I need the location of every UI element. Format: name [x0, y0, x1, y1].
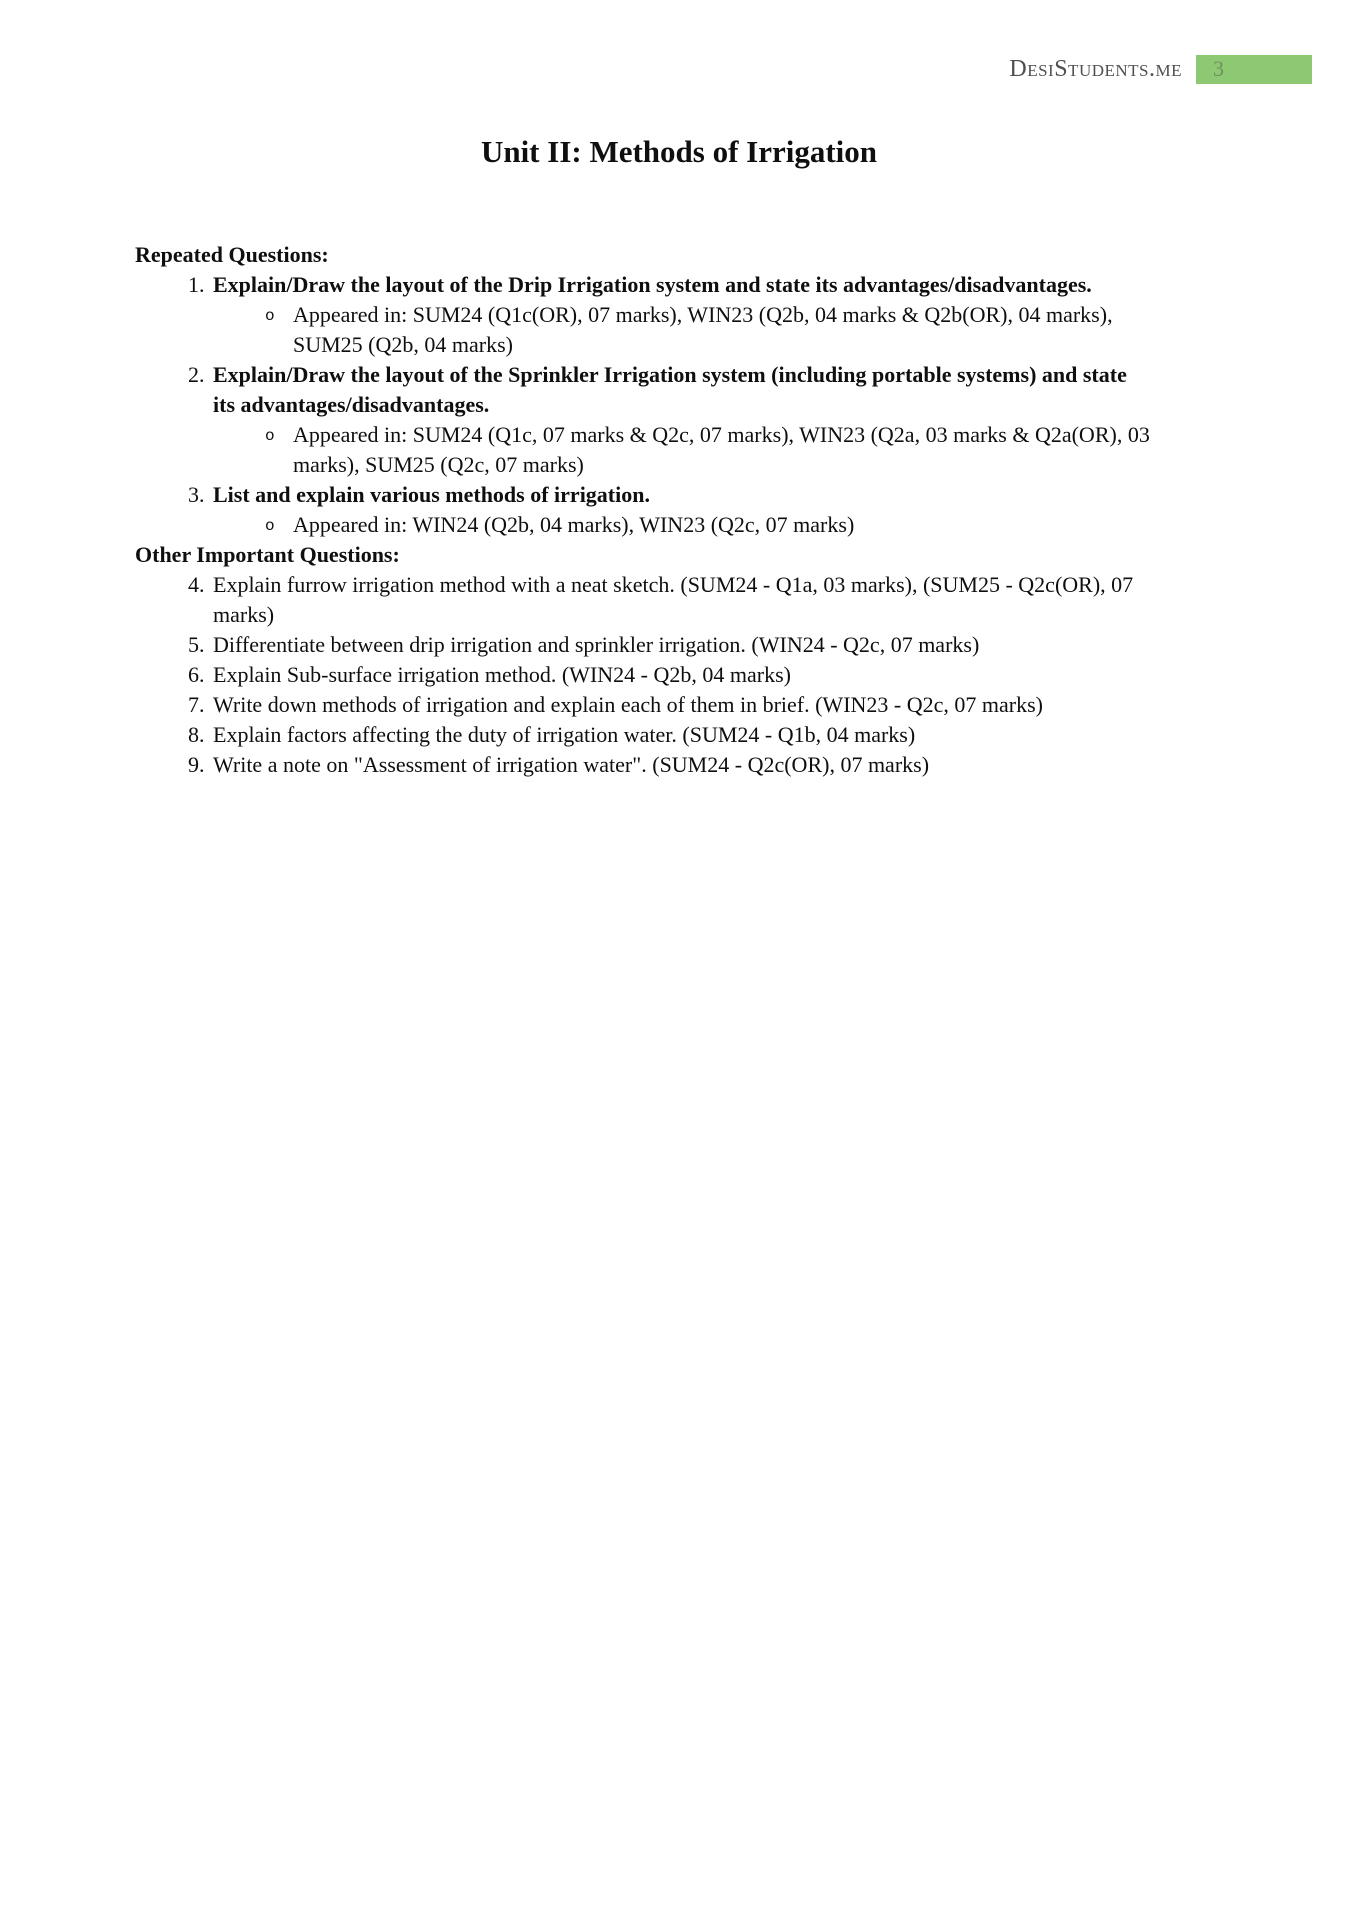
item-number: 9. [188, 752, 205, 777]
question-text: Explain furrow irrigation method with a neat sketch. (SUM24 - Q1a, 03 marks), (SUM25 - Q2c(OR), 07 marks) [213, 572, 1134, 627]
question-item-5 [135, 630, 1151, 660]
item-number: 3. [188, 482, 205, 507]
question-text: Write a note on "Assessment of irrigation water". (SUM24 - Q2c(OR), 07 marks) [213, 752, 930, 777]
item-number: 2. [188, 362, 205, 387]
question-item-3 [135, 480, 1151, 540]
question-item-1 [135, 270, 1151, 360]
appeared-in-text: Appeared in: SUM24 (Q1c(OR), 07 marks), WIN23 (Q2b, 04 marks & Q2b(OR), 04 marks), SUM25 (Q2b, 04 marks) [293, 302, 1113, 357]
item-number: 7. [188, 692, 205, 717]
question-item-7 [135, 690, 1151, 720]
question-item-8 [135, 720, 1151, 750]
page-number: 3 [1213, 56, 1224, 81]
page-title: Unit II: Methods of Irrigation [480, 134, 878, 169]
repeated-questions-section [135, 240, 1151, 540]
circle-bullet-icon: o [265, 427, 275, 445]
circle-bullet-icon: o [265, 307, 275, 325]
question-item-4 [135, 570, 1151, 630]
appeared-in-row [213, 510, 1151, 540]
question-text: List and explain various methods of irrigation. [213, 482, 650, 507]
question-text: Write down methods of irrigation and explain each of them in brief. (WIN23 - Q2c, 07 marks) [213, 692, 1043, 717]
page-header [0, 54, 1312, 84]
question-text: Explain Sub-surface irrigation method. (WIN24 - Q2b, 04 marks) [213, 662, 791, 687]
question-text: Explain/Draw the layout of the Drip Irrigation system and state its advantages/disadvantages. [213, 272, 1092, 297]
item-number: 6. [188, 662, 205, 687]
item-number: 8. [188, 722, 205, 747]
other-questions-section [135, 540, 1151, 780]
question-item-6 [135, 660, 1151, 690]
section-heading-other: Other Important Questions: [135, 542, 400, 567]
question-text: Explain factors affecting the duty of irrigation water. (SUM24 - Q1b, 04 marks) [213, 722, 916, 747]
question-text: Differentiate between drip irrigation and sprinkler irrigation. (WIN24 - Q2c, 07 marks) [213, 632, 980, 657]
appeared-in-row [213, 300, 1151, 360]
section-heading-repeated: Repeated Questions: [135, 242, 329, 267]
appeared-in-text: Appeared in: WIN24 (Q2b, 04 marks), WIN23 (Q2c, 07 marks) [293, 512, 855, 537]
appeared-in-text: Appeared in: SUM24 (Q1c, 07 marks & Q2c, 07 marks), WIN23 (Q2a, 03 marks & Q2a(OR), 03 marks), SUM25 (Q2c, 07 marks) [293, 422, 1150, 477]
appeared-in-row [213, 420, 1151, 480]
item-number: 5. [188, 632, 205, 657]
circle-bullet-icon: o [265, 517, 275, 535]
item-number: 4. [188, 572, 205, 597]
document-body [135, 240, 1151, 780]
item-number: 1. [188, 272, 205, 297]
question-item-2 [135, 360, 1151, 480]
site-brand: DesiStudents.me [1009, 56, 1182, 82]
question-text: Explain/Draw the layout of the Sprinkler Irrigation system (including portable systems) and state its advantages/disadvantages. [213, 362, 1127, 417]
page-number-badge [1196, 55, 1312, 84]
question-item-9 [135, 750, 1151, 780]
